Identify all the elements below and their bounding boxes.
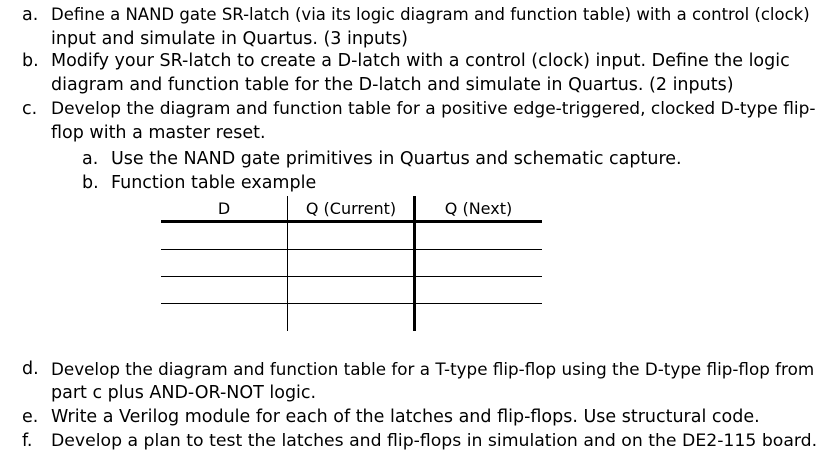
sublist-item-text: Function table example [111, 173, 317, 193]
list-item-text-line: input and simulate in Quartus. (3 inputs) [51, 29, 408, 49]
table-column-rule [287, 196, 288, 331]
list-marker: f. [22, 431, 33, 451]
list-item-text-line: Define a NAND gate SR-latch (via its logic diagram and function table) with a control (clock) [51, 5, 810, 24]
list-item-text-line: Develop the diagram and function table for a positive edge-triggered, clocked D-type flip- [51, 99, 816, 119]
list-item-text-line: Develop the diagram and function table for a T-type flip-flop using the D-type flip-flop from [51, 359, 815, 379]
list-item-text-line: diagram and function table for the D-latch and simulate in Quartus. (2 inputs) [51, 75, 734, 95]
table-header-q-next: Q (Next) [444, 199, 513, 218]
table-header-d: D [217, 199, 231, 218]
table-row-rule [161, 249, 542, 250]
table-row-rule [161, 303, 542, 304]
sublist-marker: b. [82, 173, 99, 193]
function-table [161, 196, 542, 331]
list-item-text-line: Develop a plan to test the latches and flip-flops in simulation and on the DE2-115 board. [51, 431, 818, 451]
list-marker: d. [22, 359, 39, 379]
list-item-text-line: part c plus AND-OR-NOT logic. [51, 383, 317, 403]
table-header-q-current: Q (Current) [305, 199, 397, 218]
list-item-text-line: flop with a master reset. [51, 123, 266, 143]
list-marker: e. [22, 407, 39, 427]
sublist-item-text: Use the NAND gate primitives in Quartus and schematic capture. [111, 149, 682, 169]
sublist-marker: a. [82, 149, 99, 169]
table-column-rule-thick [413, 196, 416, 331]
list-marker: b. [22, 51, 39, 71]
list-marker: c. [22, 99, 38, 119]
list-item-text-line: Modify your SR-latch to create a D-latch with a control (clock) input. Define the logic [51, 51, 790, 71]
table-row-rule [161, 276, 542, 277]
list-marker: a. [22, 5, 39, 25]
table-header-rule [161, 220, 542, 223]
list-item-text-line: Write a Verilog module for each of the latches and flip-flops. Use structural code. [51, 407, 760, 427]
